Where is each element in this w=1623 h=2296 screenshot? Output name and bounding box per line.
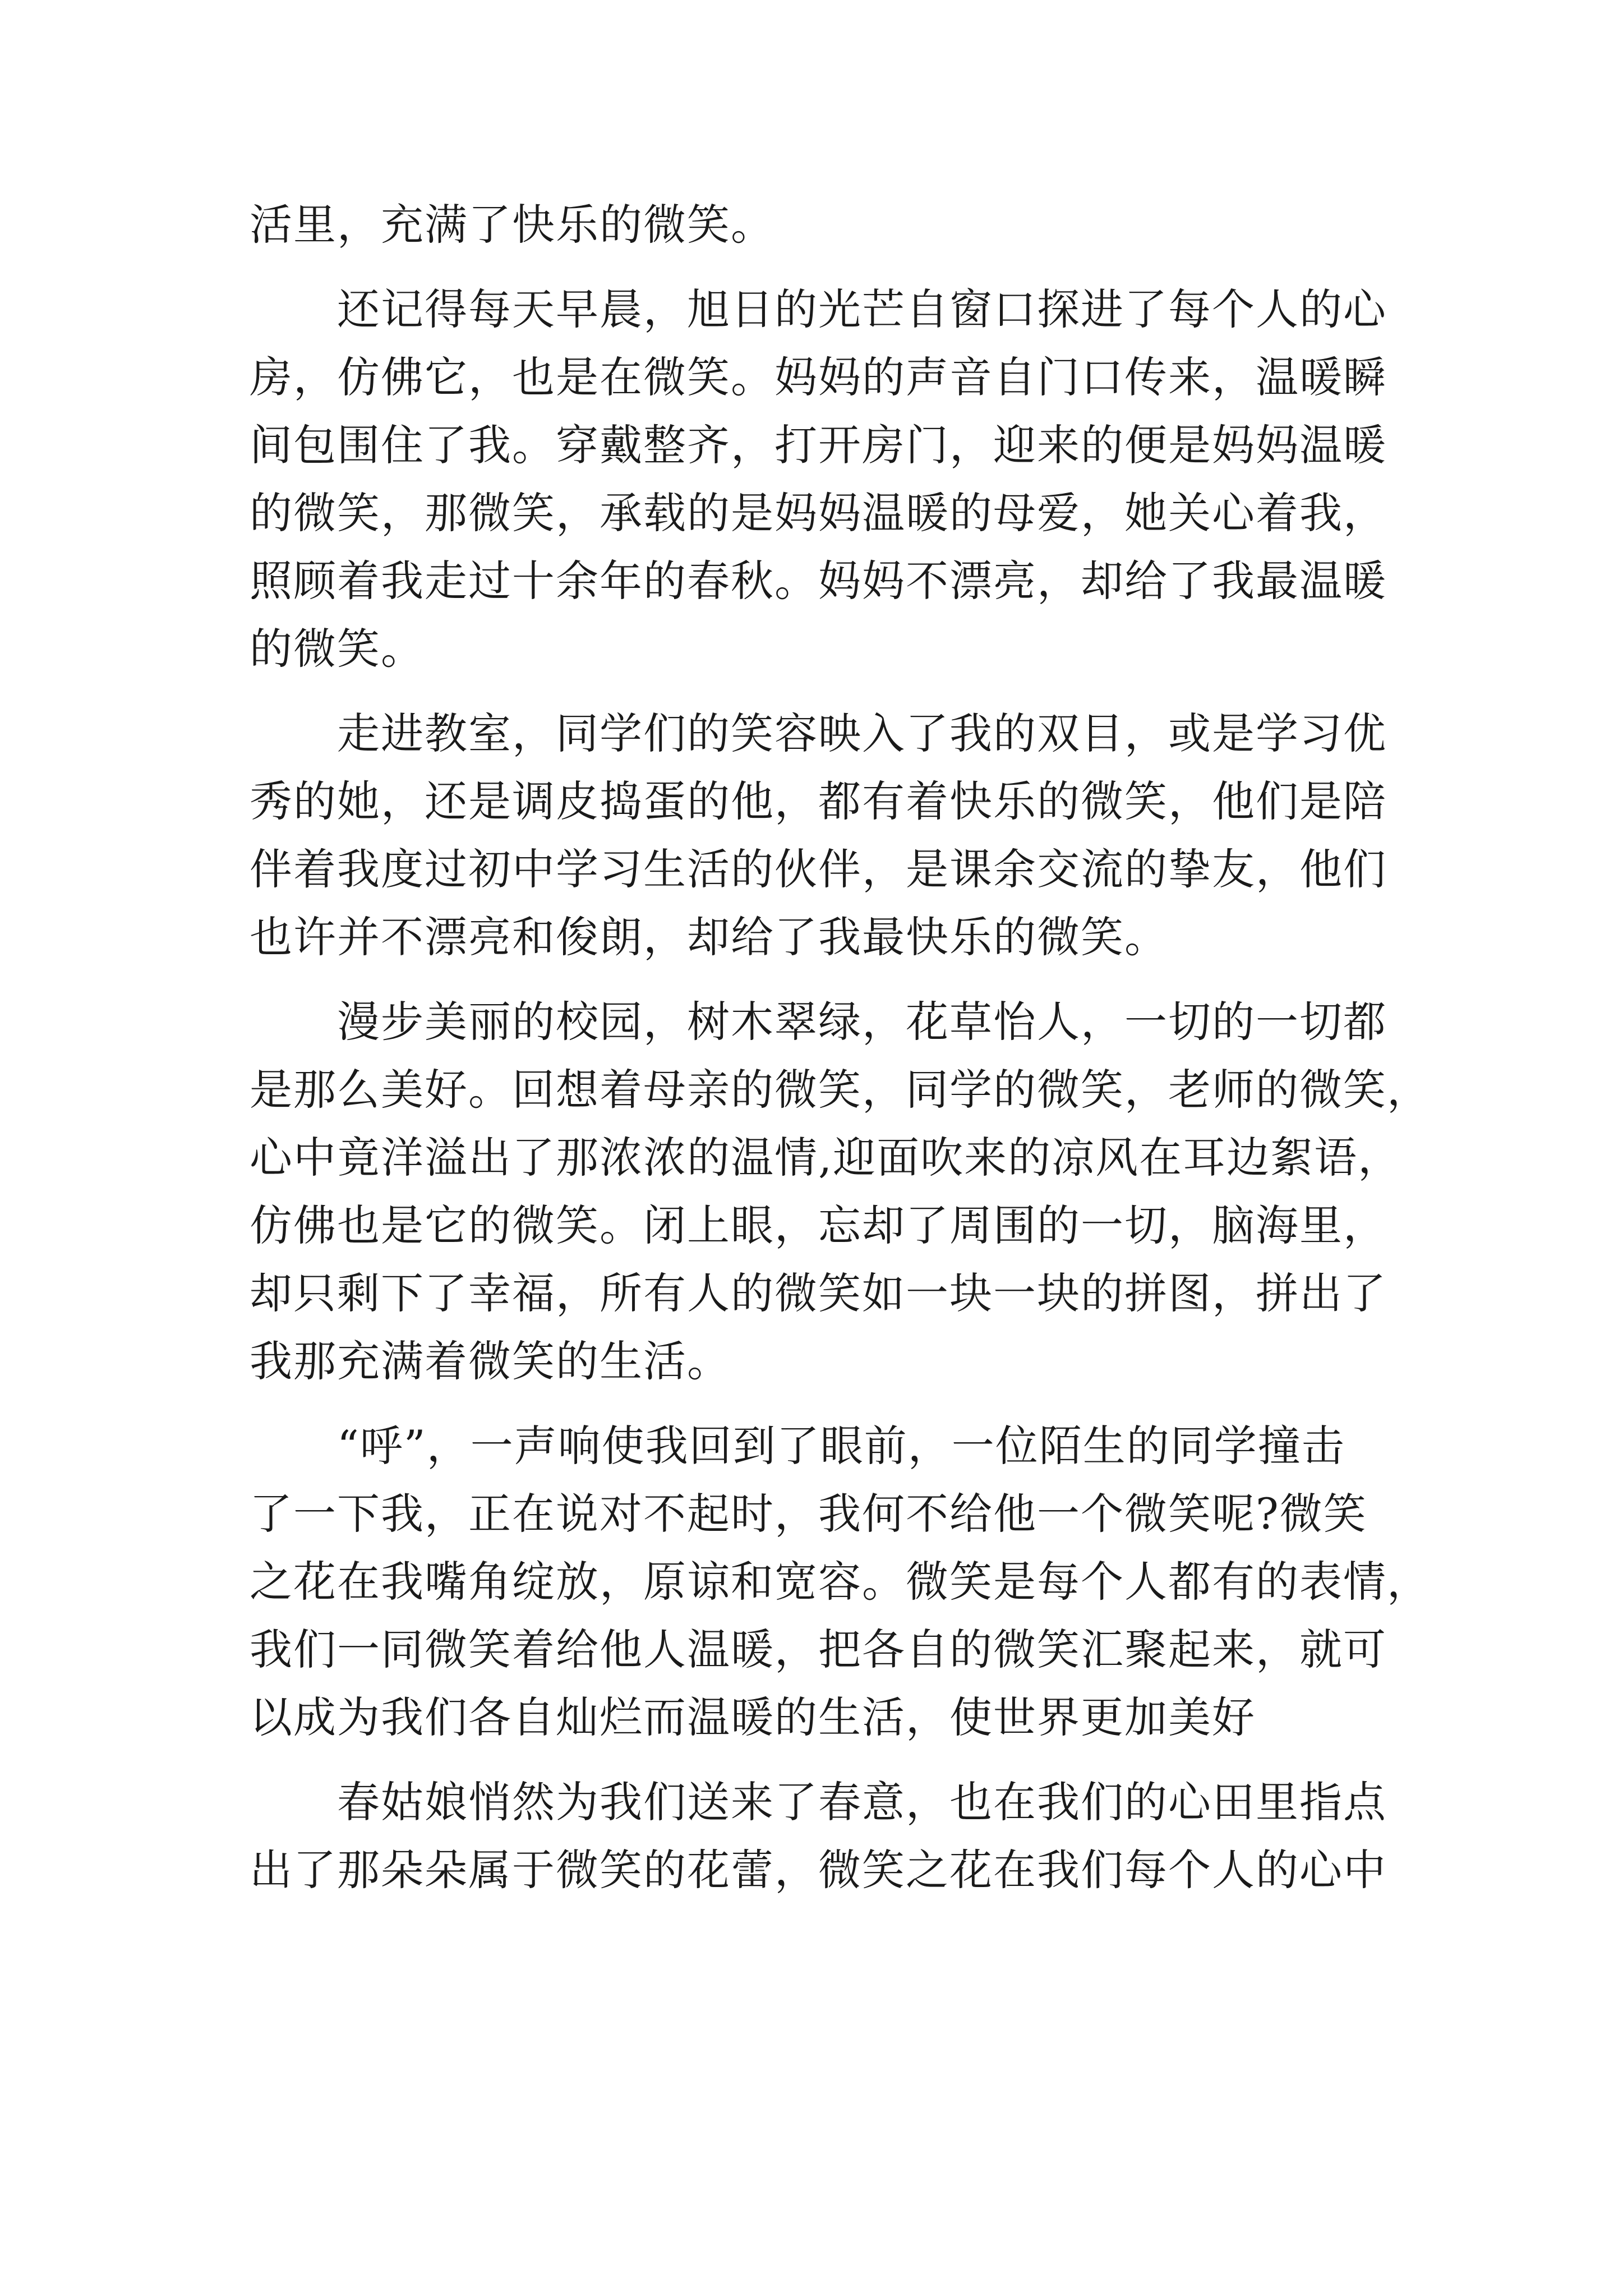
text-line: 我那充满着微笑的生活。 [250, 1336, 731, 1386]
text-line: 秀的她，还是调皮捣蛋的他，都有着快乐的微笑，他们是陪 [250, 776, 1387, 826]
text-line: 照顾着我走过十余年的春秋。妈妈不漂亮，却给了我最温暖 [250, 556, 1387, 606]
text-line: 我们一同微笑着给他人温暖，把各自的微笑汇聚起来，就可 [250, 1625, 1387, 1674]
text-line: 是那么美好。回想着母亲的微笑，同学的微笑，老师的微笑， [250, 1065, 1431, 1115]
text-line: 漫步美丽的校园，树木翠绿，花草怡人，一切的一切都 [250, 997, 1387, 1047]
text-line: 以成为我们各自灿烂而温暖的生活，使世界更加美好 [250, 1692, 1256, 1742]
text-line: 的微笑，那微笑，承载的是妈妈温暖的母爱，她关心着我， [250, 488, 1387, 538]
essay-body [250, 191, 1431, 1904]
text-line: 出了那朵朵属于微笑的花蕾，微笑之花在我们每个人的心中 [250, 1845, 1387, 1895]
text-line: 还记得每天早晨，旭日的光芒自窗口探进了每个人的心 [250, 284, 1387, 334]
text-line: 之花在我嘴角绽放，原谅和宽容。微笑是每个人都有的表情， [250, 1557, 1431, 1607]
text-line: 活里，充满了快乐的微笑。 [250, 200, 774, 250]
text-line: 走进教室，同学们的笑容映入了我的双目，或是学习优 [250, 708, 1387, 758]
text-line: 间包围住了我。穿戴整齐，打开房门，迎来的便是妈妈温暖 [250, 420, 1387, 470]
text-line: 房，仿佛它，也是在微笑。妈妈的声音自门口传来，温暖瞬 [250, 352, 1387, 402]
text-line: 也许并不漂亮和俊朗，却给了我最快乐的微笑。 [250, 912, 1168, 962]
text-line: 心中竟洋溢出了那浓浓的温情,迎面吹来的凉风在耳边絮语， [250, 1133, 1402, 1182]
text-line: 却只剩下了幸福，所有人的微笑如一块一块的拼图，拼出了 [250, 1268, 1387, 1318]
text-line: “呼”，一声响使我回到了眼前，一位陌生的同学撞击 [250, 1421, 1345, 1471]
text-line: 伴着我度过初中学习生活的伙伴，是课余交流的挚友，他们 [250, 844, 1387, 894]
text-line: 的微笑。 [250, 624, 425, 674]
text-line: 仿佛也是它的微笑。闭上眼，忘却了周围的一切，脑海里， [250, 1200, 1387, 1250]
text-line: 了一下我，正在说对不起时，我何不给他一个微笑呢?微笑 [250, 1489, 1367, 1539]
text-line: 春姑娘悄然为我们送来了春意，也在我们的心田里指点 [250, 1777, 1387, 1827]
